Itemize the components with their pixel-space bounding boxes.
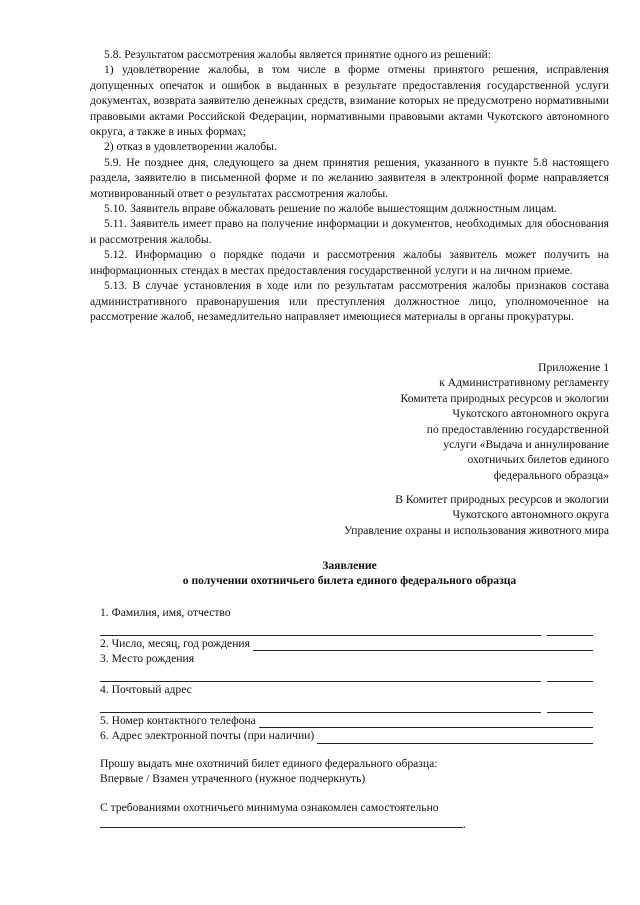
signature-end-mark: . xyxy=(463,818,466,832)
application-title xyxy=(90,558,609,589)
birthplace-field[interactable] xyxy=(100,670,541,682)
title-line-2: о получении охотничьего билета единого федерального образца xyxy=(182,574,517,588)
email-field[interactable] xyxy=(317,732,593,744)
signature-row xyxy=(100,815,593,832)
paragraph-5-8-item-1: 1) удовлетворение жалобы, в том числе в форме отмены принятого решения, исправления допущенных опечаток и ошибок в выданных в результате предоставления государственной услуги документах, возврата заявителю денежных средств, взимание которых не предусмотрено нормативными правовыми актами Российской Федерации, нормативными правовыми актами Чукотского автономного округа, а также в иных формах; xyxy=(90,63,609,139)
appendix-line: федерального образца» xyxy=(493,468,609,482)
birthplace-field-extra[interactable] xyxy=(547,670,593,682)
address-field-extra[interactable] xyxy=(547,701,593,713)
request-line-1: Прошу выдать мне охотничий билет единого федерального образца: xyxy=(100,757,438,770)
title-line-1: Заявление xyxy=(322,559,377,572)
request-line-2: Впервые / Взамен утраченного (нужное подчеркнуть) xyxy=(100,772,366,786)
request-block xyxy=(100,756,593,787)
address-label: 4. Почтовый адрес xyxy=(100,682,192,696)
paragraph-5-12: 5.12. Информацию о порядке подачи и рассмотрения жалобы заявитель может получить на информационных стендах в местах предоставления государственной услуги и на личном приеме. xyxy=(90,248,609,277)
addressee-line: Чукотского автономного округа xyxy=(452,508,609,522)
addressee-line: В Комитет природных ресурсов и экологии xyxy=(395,493,609,506)
paragraph-5-9: 5.9. Не позднее дня, следующего за днем принятия решения, указанного в пункте 5.8 настоящего раздела, заявителю в письменной форме и по желанию заявителя в электронной форме направляется мотивированный ответ о результатах рассмотрения жалобы. xyxy=(90,155,609,200)
paragraph-5-8-item-2: 2) отказ в удовлетворении жалобы. xyxy=(104,140,277,154)
fio-label: 1. Фамилия, имя, отчество xyxy=(100,605,231,619)
addressee-block xyxy=(290,492,609,538)
application-form xyxy=(100,605,593,744)
birthplace-label: 3. Место рождения xyxy=(100,652,195,666)
appendix-line: Приложение 1 xyxy=(538,361,609,374)
fio-field[interactable] xyxy=(100,624,541,636)
phone-field[interactable] xyxy=(259,716,593,728)
appendix-line: Чукотского автономного округа xyxy=(452,407,609,421)
email-label: 6. Адрес электронной почты (при наличии) xyxy=(100,729,315,743)
appendix-line: по предоставлению государственной xyxy=(426,422,609,436)
paragraph-5-13: 5.13. В случае установления в ходе или по результатам рассмотрения жалобы признаков состава административного правонарушения или преступления должностное лицо, уполномоченное на рассмотрение жалоб, незамедлительно направляет имеющиеся материалы в органы прокуратуры. xyxy=(90,279,609,323)
regulation-text xyxy=(90,47,609,324)
appendix-header xyxy=(360,360,609,483)
address-field[interactable] xyxy=(100,701,541,713)
acknowledgement-block xyxy=(100,800,593,833)
paragraph-5-8: 5.8. Результатом рассмотрения жалобы является принятие одного из решений: xyxy=(104,48,491,61)
addressee-line: Управление охраны и использования животного мира xyxy=(344,523,609,537)
appendix-line: к Административному регламенту xyxy=(439,376,609,390)
birthdate-field[interactable] xyxy=(253,639,593,651)
appendix-line: охотничьих билетов единого xyxy=(467,453,609,467)
appendix-line: услуги «Выдача и аннулирование xyxy=(443,438,609,452)
appendix-line: Комитета природных ресурсов и экологии xyxy=(400,391,609,405)
fio-field-extra[interactable] xyxy=(547,624,593,636)
acknowledgement-text: С требованиями охотничьего минимума ознакомлен самостоятельно xyxy=(100,801,439,814)
signature-field[interactable] xyxy=(100,815,463,828)
phone-label: 5. Номер контактного телефона xyxy=(100,713,256,727)
paragraph-5-11: 5.11. Заявитель имеет право на получение информации и документов, необходимых для обоснования и рассмотрения жалобы. xyxy=(90,217,609,246)
paragraph-5-10: 5.10. Заявитель вправе обжаловать решение по жалобе вышестоящим должностным лицам. xyxy=(104,202,557,216)
birthdate-label: 2. Число, месяц, год рождения xyxy=(100,636,250,650)
